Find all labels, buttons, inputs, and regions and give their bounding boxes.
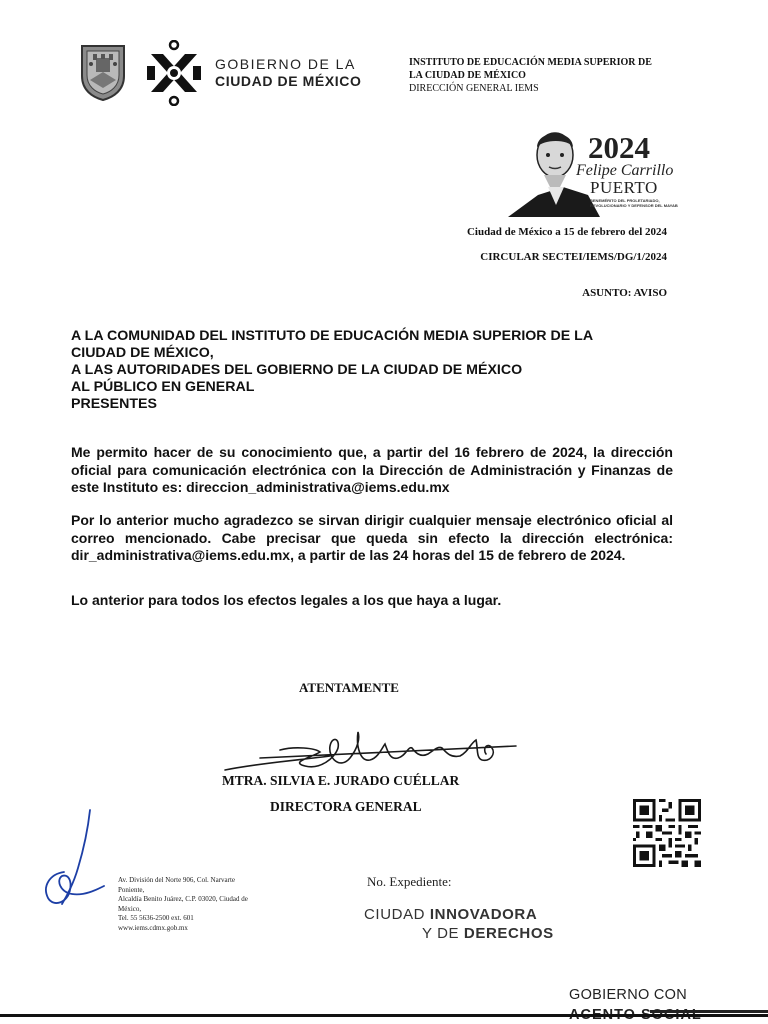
gov-slogan-line2 [569, 1005, 759, 1021]
qr-code [633, 799, 701, 867]
slogan-word-y-de: Y DE [422, 925, 460, 942]
institution-heading [409, 56, 669, 95]
institution-address [118, 876, 284, 934]
honoree-first-name: Felipe Carrillo [576, 162, 674, 179]
slogan-word-derechos: DERECHOS [463, 925, 554, 942]
gov-slogan-line1: GOBIERNO CON [569, 987, 687, 1003]
institution-department: DIRECCIÓN GENERAL IEMS [409, 83, 539, 94]
subject-line: ASUNTO: AVISO [582, 287, 667, 299]
slogan-word-innovadora: INNOVADORA [429, 906, 538, 923]
body-paragraph-2: Por lo anterior mucho agradezco se sirvan dirigir cualquier mensaje electrónico oficial al correo mencionado. Cabe precisar que queda sin efecto la dirección electrónica: dir_administrativa@iems.edu.mx, a partir de las 24 horas del 15 de febrero de 2024. [71, 512, 673, 563]
city-slogan [364, 905, 554, 943]
year-2024-felipe-carrillo-puerto-badge [508, 125, 688, 220]
body-paragraph-3: Lo anterior para todos los efectos legales a los que haya a lugar. [71, 592, 502, 608]
addressee-line4: AL PÚBLICO EN GENERAL [71, 379, 255, 395]
addressee-line5: PRESENTES [71, 396, 157, 412]
cdmx-coat-of-arms-logo [78, 42, 128, 102]
address-line4: México, [118, 904, 142, 913]
address-line5: Tel. 55 5636-2500 ext. 601 [118, 914, 194, 923]
signer-name: MTRA. SILVIA E. JURADO CUÉLLAR [222, 773, 460, 788]
addressee-line2: CIUDAD DE MÉXICO, [71, 345, 214, 361]
addressee-line1: A LA COMUNIDAD DEL INSTITUTO DE EDUCACIÓN MEDIA SUPERIOR DE LA [71, 328, 594, 344]
footer-rule [0, 1014, 768, 1017]
gobierno-cdmx-wordmark [215, 56, 375, 90]
gov-logo-line1: GOBIERNO DE LA [215, 56, 356, 72]
handwritten-initials [38, 808, 108, 912]
document-date: Ciudad de México a 15 de febrero del 2024 [466, 226, 667, 238]
address-line6: www.iems.cdmx.gob.mx [118, 923, 188, 932]
closing-atentamente: ATENTAMENTE [299, 680, 399, 695]
gobierno-cdmx-emblem-logo [145, 40, 203, 106]
institution-name-line1: INSTITUTO DE EDUCACIÓN MEDIA SUPERIOR DE [409, 57, 652, 68]
circular-number: CIRCULAR SECTEI/IEMS/DG/1/2024 [480, 251, 667, 263]
body-paragraph-1: Me permito hacer de su conocimiento que, a partir del 16 febrero de 2024, la dirección oficial para comunicación electrónica con la Dirección de Administración y Finanzas de este Instituto es: direccion_administrativa@iems.edu.mx [71, 444, 673, 495]
addressee-block [71, 328, 676, 413]
footer-rule-accent [650, 1010, 768, 1013]
address-line3: Alcaldía Benito Juárez, C.P. 03020, Ciudad de [118, 895, 248, 904]
honoree-subtitle: BENEMÉRITO DEL PROLETARIADO, REVOLUCIONARIO Y DEFENSOR DEL MAYAB [590, 198, 678, 208]
gov-logo-line2: CIUDAD DE MÉXICO [215, 73, 362, 89]
slogan-word-ciudad: CIUDAD [364, 906, 426, 923]
institution-name-line2: LA CIUDAD DE MÉXICO [409, 70, 526, 81]
address-line1: Av. División del Norte 906, Col. Narvarte [118, 876, 236, 884]
year-2024-text: 2024 [588, 130, 650, 165]
expediente-label: No. Expediente: [367, 874, 452, 889]
honoree-last-name: PUERTO [590, 178, 658, 197]
addressee-line3: A LAS AUTORIDADES DEL GOBIERNO DE LA CIUDAD DE MÉXICO [71, 362, 523, 378]
signer-title: DIRECTORA GENERAL [270, 799, 422, 814]
address-line2: Poniente, [118, 885, 145, 894]
